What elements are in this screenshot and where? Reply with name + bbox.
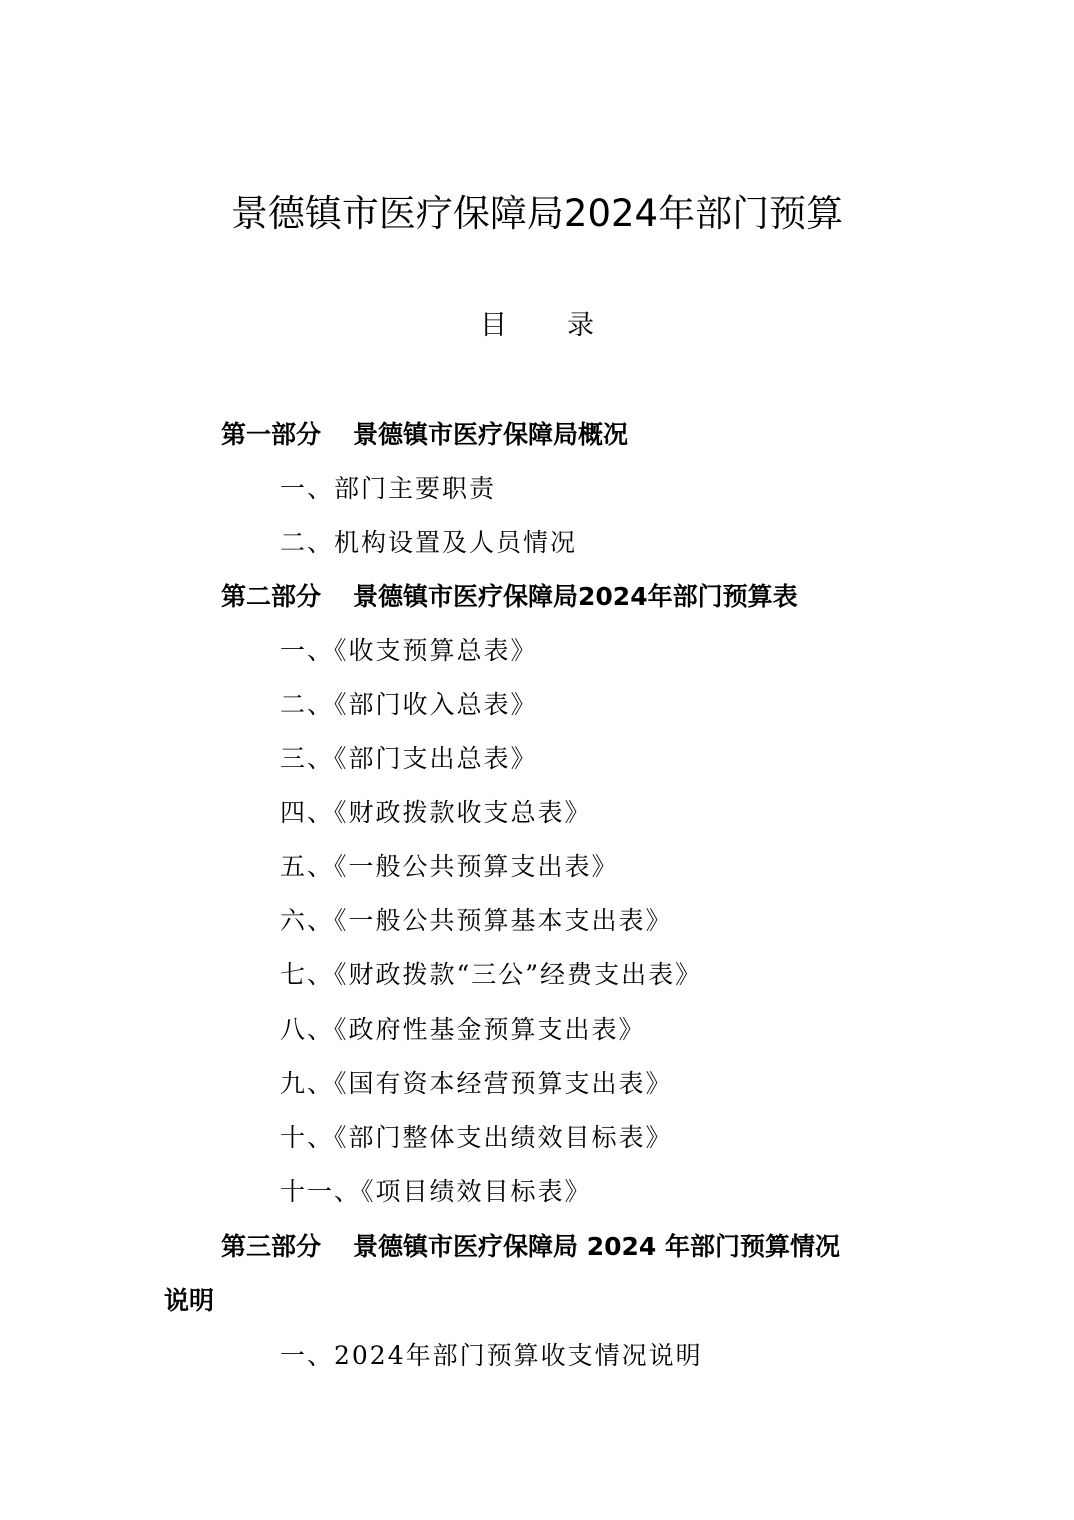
toc-item[interactable]: 六、《一般公共预算基本支出表》 (280, 906, 673, 935)
toc-item[interactable]: 八、《政府性基金预算支出表》 (280, 1015, 646, 1044)
toc-item[interactable]: 四、《财政拨款收支总表》 (280, 798, 592, 827)
toc-part-2[interactable] (221, 577, 798, 617)
toc-item[interactable]: 十、《部门整体支出绩效目标表》 (280, 1123, 673, 1152)
toc-item[interactable]: 一、部门主要职责 (280, 474, 497, 503)
toc-item[interactable]: 十一、《项目绩效目标表》 (280, 1177, 592, 1206)
toc-part-3-title-cont[interactable]: 说明 (164, 1286, 215, 1315)
toc-item[interactable]: 二、《部门收入总表》 (280, 690, 538, 719)
toc-item[interactable]: 五、《一般公共预算支出表》 (280, 852, 619, 881)
document-title: 景德镇市医疗保障局2024年部门预算 (230, 192, 844, 235)
toc-item[interactable]: 一、2024年部门预算收支情况说明 (280, 1341, 703, 1370)
toc-item[interactable]: 二、机构设置及人员情况 (280, 528, 578, 557)
toc-part-2-title: 景德镇市医疗保障局2024年部门预算表 (353, 582, 798, 611)
toc-part-3-title: 景德镇市医疗保障局 2024 年部门预算情况 (353, 1232, 841, 1261)
toc-part-2-label: 第二部分 (221, 582, 322, 611)
toc-heading: 目录 (480, 310, 654, 341)
toc-part-1-title: 景德镇市医疗保障局概况 (353, 420, 629, 449)
toc-part-3[interactable] (221, 1227, 840, 1267)
toc-item[interactable]: 九、《国有资本经营预算支出表》 (280, 1069, 673, 1098)
toc-item[interactable]: 七、《财政拨款“三公”经费支出表》 (280, 960, 703, 989)
toc-item[interactable]: 一、《收支预算总表》 (280, 636, 538, 665)
toc-part-1[interactable] (221, 415, 628, 455)
toc-part-3-label: 第三部分 (221, 1232, 322, 1261)
toc-item[interactable]: 三、《部门支出总表》 (280, 744, 538, 773)
toc-part-1-label: 第一部分 (221, 420, 322, 449)
